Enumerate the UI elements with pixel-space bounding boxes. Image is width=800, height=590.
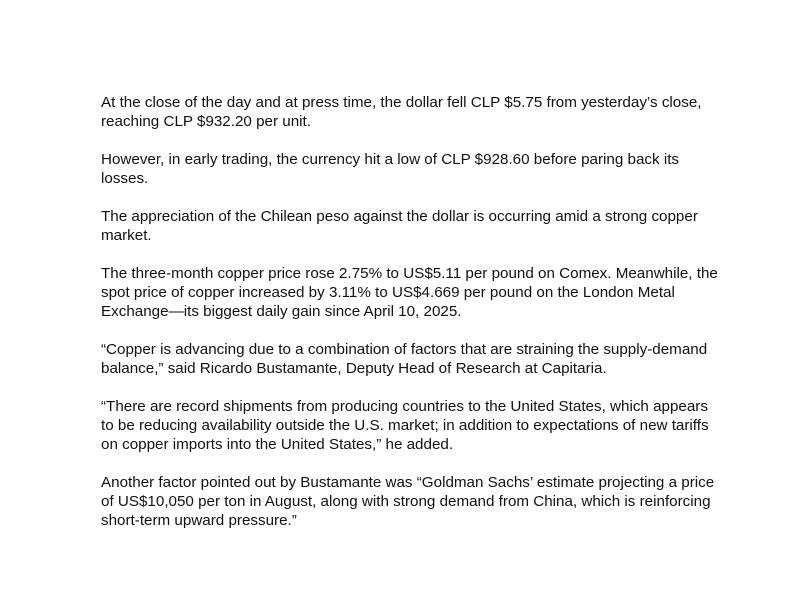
paragraph-peso-appreciation: The appreciation of the Chilean peso against the dollar is occurring amid a strong copper market. xyxy=(101,208,698,244)
paragraph-dollar-close: At the close of the day and at press time, the dollar fell CLP $5.75 from yesterday’s close, reaching CLP $932.20 per unit. xyxy=(101,94,702,130)
paragraph-shipments-quote: “There are record shipments from producing countries to the United States, which appears to be reducing availability outside the U.S. market; in addition to expectations of new tariffs on copper imports into the United States,” he added. xyxy=(101,398,709,453)
paragraph-copper-prices: The three-month copper price rose 2.75% to US$5.11 per pound on Comex. Meanwhile, the spot price of copper increased by 3.11% to US$4.669 per pound on the London Metal Exchange—its biggest daily gain since April 10, 2025. xyxy=(101,265,718,320)
paragraph-bustamante-quote: “Copper is advancing due to a combination of factors that are straining the supply-demand balance,” said Ricardo Bustamante, Deputy Head of Research at Capitaria. xyxy=(101,341,708,377)
paragraph-goldman-estimate: Another factor pointed out by Bustamante was “Goldman Sachs’ estimate projecting a price of US$10,050 per ton in August, along with strong demand from China, which is reinforcing short-term upward pressure.” xyxy=(101,474,715,529)
article-body xyxy=(101,93,721,530)
paragraph-early-trading: However, in early trading, the currency hit a low of CLP $928.60 before paring back its losses. xyxy=(101,151,680,187)
